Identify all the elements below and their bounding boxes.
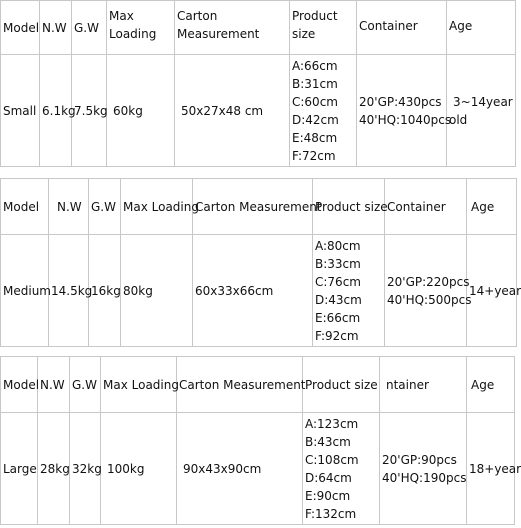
- age-line-1: 3~14year: [453, 94, 513, 109]
- header-container: Container: [385, 179, 467, 235]
- cell-model: Medium: [1, 235, 49, 347]
- header-model: Model: [1, 179, 49, 235]
- header-age: Age: [467, 179, 517, 235]
- header-carton-measurement: [175, 1, 290, 55]
- cell-carton-measurement: 60x33x66cm: [193, 235, 313, 347]
- product-size-e: E:48cm: [292, 130, 338, 145]
- product-size-d: D:64cm: [305, 470, 352, 485]
- cell-gw: 16kg: [89, 235, 121, 347]
- cell-nw: 6.1kg: [40, 55, 72, 167]
- table-row: [1, 235, 517, 347]
- product-size-d: D:43cm: [315, 292, 362, 307]
- product-size-a: A:123cm: [305, 416, 359, 431]
- cell-product-sizes: [313, 235, 385, 347]
- cell-age: [447, 55, 516, 167]
- product-size-e: E:66cm: [315, 310, 361, 325]
- header-carton-measurement: Carton Measurement: [177, 357, 303, 413]
- header-carton-measurement: Carton Measurement: [193, 179, 313, 235]
- cell-model: Small: [1, 55, 40, 167]
- header-max-loading: Max Loading: [101, 357, 177, 413]
- product-size-e: E:90cm: [305, 488, 351, 503]
- header-product-size: [290, 1, 357, 55]
- header-nw: N.W: [49, 179, 89, 235]
- header-product-size: Product size: [313, 179, 385, 235]
- container-20gp: 20'GP:90pcs: [382, 452, 457, 467]
- cell-age: 14+year: [467, 235, 517, 347]
- product-size-d: D:42cm: [292, 112, 339, 127]
- product-size-f: F:72cm: [292, 148, 336, 163]
- header-product-line-2: size: [292, 27, 316, 41]
- product-size-c: C:60cm: [292, 94, 338, 109]
- header-max-loading-line-2: Loading: [109, 27, 157, 41]
- cell-max-loading: 80kg: [121, 235, 193, 347]
- cell-container: [385, 235, 472, 347]
- table-header-row: [1, 179, 517, 235]
- cell-nw: 14.5kg: [49, 235, 89, 347]
- container-20gp: 20'GP:430pcs: [359, 94, 442, 109]
- header-max-loading-line-1: Max: [109, 9, 134, 23]
- header-container: ntainer: [380, 357, 467, 413]
- header-age: Age: [447, 1, 516, 55]
- header-max-loading: Max Loading: [121, 179, 193, 235]
- cell-age: 18+year: [467, 413, 515, 525]
- header-max-loading: [107, 1, 175, 55]
- spec-table-medium: [0, 178, 521, 347]
- cell-model: Large: [1, 413, 38, 525]
- age-line-2: old: [449, 112, 468, 127]
- cell-container: [380, 413, 467, 525]
- header-gw: G.W: [89, 179, 121, 235]
- header-container: Container: [357, 1, 447, 55]
- header-product-line-1: Product: [292, 9, 338, 23]
- product-size-b: B:31cm: [292, 76, 338, 91]
- cell-carton-measurement: 50x27x48 cm: [175, 55, 290, 167]
- table-header-row: [1, 357, 515, 413]
- spec-table-large: [0, 356, 521, 525]
- product-size-b: B:33cm: [315, 256, 361, 271]
- cell-product-sizes: [290, 55, 357, 167]
- container-40hq: 40'HQ:500pcs: [387, 292, 472, 307]
- cell-gw: 7.5kg: [72, 55, 107, 167]
- container-20gp: 20'GP:220pcs: [387, 274, 470, 289]
- cell-carton-measurement: 90x43x90cm: [177, 413, 303, 525]
- header-gw: G.W: [72, 1, 107, 55]
- container-40hq: 40'HQ:1040pcs: [359, 112, 452, 127]
- header-carton-line-1: Carton: [177, 9, 218, 23]
- header-nw: N.W: [40, 1, 72, 55]
- container-40hq: 40'HQ:190pcs: [382, 470, 467, 485]
- product-size-f: F:92cm: [315, 328, 359, 343]
- header-gw: G.W: [70, 357, 101, 413]
- spec-table-small: [0, 0, 516, 167]
- table-row: [1, 413, 515, 525]
- table-header-row: [1, 1, 516, 55]
- product-size-b: B:43cm: [305, 434, 351, 449]
- header-product-size: Product size: [303, 357, 380, 413]
- product-size-c: C:76cm: [315, 274, 361, 289]
- header-carton-line-2: Measurement: [177, 27, 260, 41]
- table-row: [1, 55, 516, 167]
- header-model: Model: [1, 1, 40, 55]
- cell-max-loading: 60kg: [107, 55, 175, 167]
- product-size-c: C:108cm: [305, 452, 359, 467]
- product-size-a: A:66cm: [292, 58, 338, 73]
- cell-max-loading: 100kg: [101, 413, 177, 525]
- header-nw: N.W: [38, 357, 70, 413]
- cell-product-sizes: [303, 413, 380, 525]
- header-model: Model: [1, 357, 38, 413]
- cell-nw: 28kg: [38, 413, 70, 525]
- product-size-a: A:80cm: [315, 238, 361, 253]
- header-age: Age: [467, 357, 515, 413]
- cell-gw: 32kg: [70, 413, 101, 525]
- cell-container: [357, 55, 452, 167]
- product-size-f: F:132cm: [305, 506, 357, 521]
